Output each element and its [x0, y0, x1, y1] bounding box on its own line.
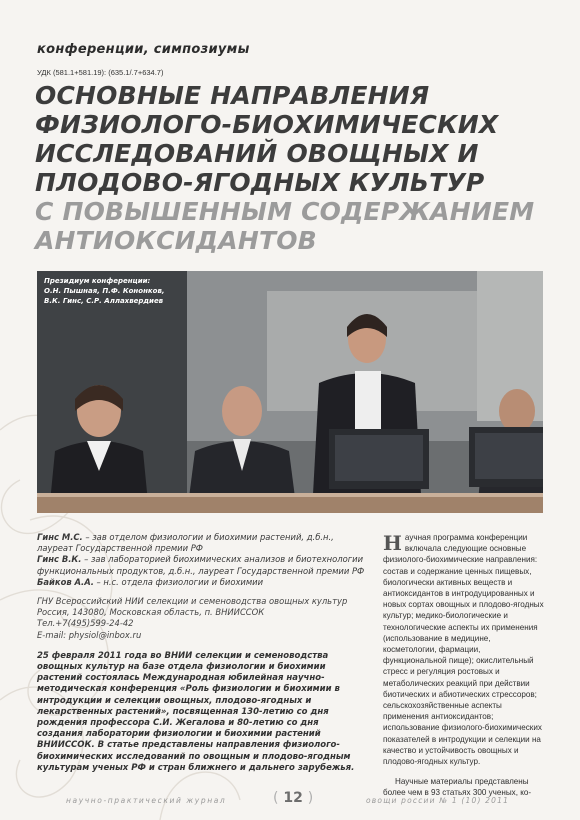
title-line: ОСНОВНЫЕ НАПРАВЛЕНИЯ: [35, 81, 430, 110]
author-name: Байков А.А.: [37, 576, 94, 587]
organization-phone: Тел.+7(495)599-24-42: [37, 618, 134, 629]
page-footer: [0, 790, 580, 810]
author-name: Гинс М.С.: [37, 532, 83, 542]
page-number: ( 12 ): [273, 790, 314, 806]
title-line: ИССЛЕДОВАНИЙ ОВОЩНЫХ И: [35, 139, 479, 168]
article-title: [35, 81, 575, 255]
journal-issue: овощи россии № 1 (10) 2011: [366, 796, 510, 805]
photo-caption: [44, 276, 274, 306]
caption-line: О.Н. Пышная, П.Ф. Кононков,: [44, 287, 165, 295]
author-name: Гинс В.К.: [37, 554, 82, 565]
title-line-subtitle: С ПОВЫШЕННЫМ СОДЕРЖАНИЕМ: [35, 197, 535, 226]
caption-line: В.К. Гинс, С.Р. Аллахвердиев: [44, 297, 164, 305]
journal-type: научно-практический журнал: [66, 796, 227, 805]
article-abstract: 25 февраля 2011 года во ВНИИ селекции и семеноводства овощных культур на базе отдела физиологии и биохимии растений состоялась Международная юбилейная научно-методическая конференция «Роль физиологии и биохимии в интродукции и селекции овощных, плодово-ягодных и лекарственных растений», посвященная 130-летию со дня рождения профессора С.И. Жегалова и 80-летию со дня создания лаборатории физиологии и биохимии растений ВНИИССОК. В статье представлены направления физиолого-биохимических исследований по овощным и плодово-ягодным культурам ученых РФ и стран ближнего и дальнего зарубежья.: [37, 650, 355, 773]
drop-cap: Н: [383, 531, 402, 555]
organization-address: Россия, 143080, Московская область, п. ВНИИССОК: [37, 607, 265, 618]
page-number-value: 12: [283, 790, 303, 806]
right-column: [383, 532, 546, 808]
presidium-photo: [37, 271, 543, 513]
organization-block: [37, 596, 367, 641]
author-description: – зав лабораторией биохимических анализов и биотехнологии функциональных продуктов, д.б.н., лауреат Государственной премии РФ: [37, 554, 365, 576]
body-paragraph: [383, 532, 546, 767]
photo-illustration: [37, 271, 543, 513]
title-line-subtitle: АНТИОКСИДАНТОВ: [35, 226, 317, 255]
author-list: [37, 532, 367, 588]
caption-line: Президиум конференции:: [44, 277, 151, 285]
organization-email[interactable]: E-mail: physiol@inbox.ru: [37, 629, 142, 640]
author-description: – н.с. отдела физиологии и биохимии: [93, 576, 264, 587]
organization-name: ГНУ Всероссийский НИИ селекции и семеноводства овощных культур: [37, 596, 348, 607]
body-text: аучная программа конференции включала следующие основные физиолого-биохимические направления: состав и содержание ценных пищевых, биологически активных веществ и антиоксидантов в интродуцированных и новых сортах овощных и плодово-ягодных культур; медико-биологические и технологические аспекты их применения (использование в медицине, косметологии, фармации, функциональной пище); окислительный стресс и регуляция ростовых и метаболических реакций при действии биотических и абиотических стрессоров; сельскохозяйственные аспекты применения антиоксидантов; использование физиолого-биохимических показателей в интродукции и селекции на качество и устойчивость овощных и плодово-ягодных культур.: [383, 533, 544, 767]
title-line: ФИЗИОЛОГО-БИОХИМИЧЕСКИХ: [35, 110, 499, 139]
section-rubric: конференции, симпозиумы: [37, 42, 250, 57]
author-description: – зав отделом физиологии и биохимии растений, д.б.н., лауреат Государственной премии РФ: [37, 532, 334, 554]
udk-code: УДК (581.1+581.19): (635.1/.7+634.7): [37, 68, 164, 77]
body-paragraph: Научные материалы представлены более чем в 93 статьях 300 ученых, ко-: [383, 777, 532, 798]
title-line: ПЛОДОВО-ЯГОДНЫХ КУЛЬТУР: [35, 168, 485, 197]
left-column: [37, 532, 367, 774]
